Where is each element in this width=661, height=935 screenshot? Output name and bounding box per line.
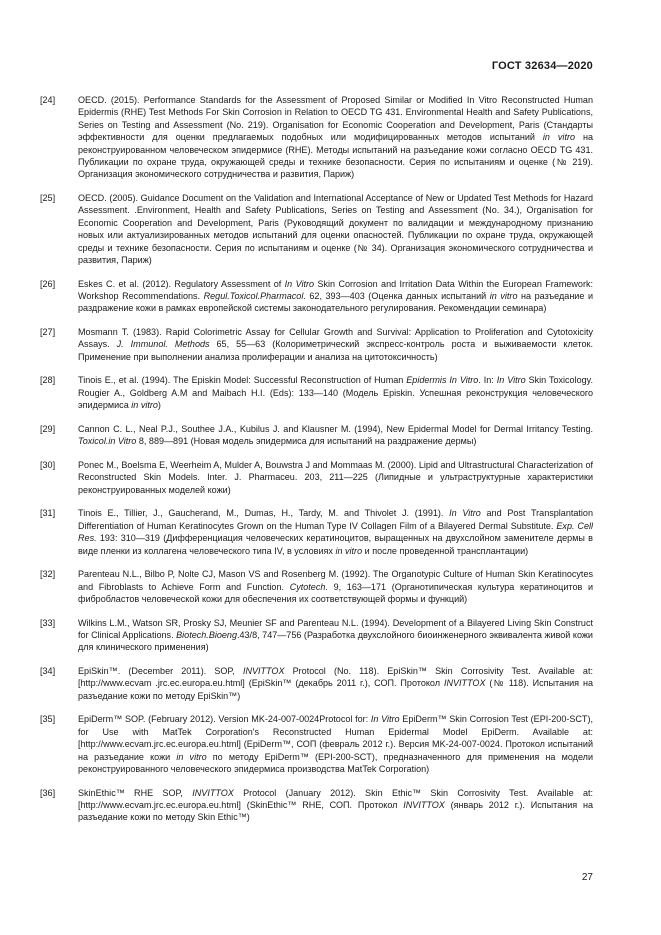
italic-text-segment: in vitro xyxy=(542,132,576,143)
text-segment: . 9, 163—171 (Органотипическая культура кератиноцитов и фибробластов человеческой кожи для обеспечения их соответствующей формы и функций) xyxy=(78,581,594,604)
bibliography-entry-text xyxy=(78,192,593,266)
italic-text-segment: in vitro xyxy=(131,400,158,411)
text-segment: . In: xyxy=(478,375,497,386)
italic-text-segment: INVITTOX xyxy=(192,787,234,798)
text-segment: Skin Corrosion and Irritation Data Within the European Framework: Workshop Recommendations. xyxy=(78,278,594,302)
text-segment: 193: 310—319 (Дифференциация человеческих кератиноцитов, выращенных на двухслойном заменителе дермы в виде пленки из коллагена человеческого типа IV, в условиях xyxy=(78,533,593,556)
bibliography-entry-text xyxy=(78,787,593,824)
bibliography-entry-number: [27] xyxy=(40,327,56,338)
italic-text-segment: INVITTOX xyxy=(403,799,445,810)
bibliography-entry-number: [26] xyxy=(40,278,56,289)
italic-text-segment: In Vitro xyxy=(284,278,315,289)
text-segment: (январь 2012 г.). Испытания на разъедание кожи по методу Skin Ethic™) xyxy=(78,799,593,823)
bibliography-entry xyxy=(40,713,593,775)
bibliography-list xyxy=(40,94,593,835)
bibliography-entry xyxy=(40,374,593,411)
text-segment: (№ 118). Испытания на разъедание кожи по методу EpiSkin™) xyxy=(78,678,593,701)
italic-text-segment: In Vitro xyxy=(370,714,400,725)
text-segment: на разъедание и раздражение кожи в рамках европейской системы законодательного регулирования. Рекомендации семинара) xyxy=(78,291,593,314)
italic-text-segment: Epidermis In Vitro xyxy=(406,375,479,386)
italic-text-segment: Biotech.Bioeng xyxy=(176,629,237,640)
text-segment: Wilkins L.M., Watson SR, Prosky SJ, Meunier SF and Parenteau N.L. (1994). Development of a Bilayered Living Skin Construct for Clinical Applications. xyxy=(78,617,593,640)
bibliography-entry-number: [28] xyxy=(40,375,56,386)
text-segment: .43/8, 747—756 (Разработка двухслойного биоинженерного эквивалента живой кожи для клинического применения) xyxy=(78,629,593,653)
text-segment: Tinois E., et al. (1994). The Episkin Model: Successful Reconstruction of Human xyxy=(78,375,407,386)
bibliography-entry xyxy=(40,665,593,702)
bibliography-entry-text xyxy=(78,507,593,557)
bibliography-entry-number: [29] xyxy=(40,423,56,434)
bibliography-entry-text xyxy=(78,459,593,496)
bibliography-entry-number: [31] xyxy=(40,508,56,519)
text-segment: по методу EpiDerm™ (EPI-200-SCT), предназначенного для применения на модели реконструированного человеческого эпидермиса производства MatTek Corporation) xyxy=(78,751,594,774)
bibliography-entry-number: [33] xyxy=(40,617,56,628)
text-segment: Ponec M., Boelsma E, Weerheim A, Mulder A, Bouwstra J and Mommaas M. (2000). Lipid and Ultrastructural Characterization of Reconstructed Skin Models. Inter. J. Pharmaceu. 203, 211—225 (Липидные и ультраструктурные характеристики реконструированных моделей кожи) xyxy=(78,459,593,495)
text-segment: EpiDerm™ Skin Corrosion Test (EPI-200-SCT), for Use with MatTek Corporation's Reconstructed Human Epidermal Model EpiDerm. Available at: [http://www.ecvam.jrc.ec.europa.eu.html] (EpiDerm™, СОП (февраль 2012 г.). Версия MK-24-007-0024. Протокол испытаний на разъедание кожи xyxy=(78,714,593,762)
bibliography-entry xyxy=(40,507,593,557)
bibliography-entry-number: [36] xyxy=(40,787,56,798)
italic-text-segment: In Vitro xyxy=(496,375,526,386)
text-segment: Protocol (No. 118). EpiSkin™ Skin Corrosivity Test. Available at: [http://www.ecvam .jrc.ec.europa.eu.html] (EpiSkin™ (декабрь 2011 г.), СОП. Протокол xyxy=(78,665,593,689)
bibliography-entry-number: [34] xyxy=(40,665,56,676)
bibliography-entry-number: [32] xyxy=(40,569,56,580)
text-segment: and Post Transplantation Differentiation of Human Keratinocytes Grown on the Human Type IV Collagen Film of a Bilayered Dermal Substitute. xyxy=(78,508,593,531)
text-segment: Protocol (January 2012). Skin Ethic™ Skin Corrosivity Test. Available at: [http://www.ecvam.jrc.ec.europa.eu.html] (SkinEthic™ RHE, СОП. Протокол xyxy=(78,787,593,810)
bibliography-entry xyxy=(40,568,593,605)
text-segment: Skin Toxicology. Rougier A., Goldberg A.M and Maibach H.I. (Eds): 133—140 (Модель Episkin. Успешная реконструкция человеческого эпидермиса xyxy=(78,375,594,411)
italic-text-segment: in vitro xyxy=(489,291,518,302)
text-segment: Mosmann T. (1983). Rapid Colorimetric Assay for Cellular Growth and Survival: Application to Proliferation and Cytotoxicity Assays. xyxy=(78,327,593,350)
italic-text-segment: In Vitro xyxy=(449,508,481,519)
bibliography-entry xyxy=(40,459,593,496)
page-number: 27 xyxy=(581,872,593,883)
bibliography-entry xyxy=(40,617,593,654)
italic-text-segment: INVITTOX xyxy=(242,665,285,676)
bibliography-entry xyxy=(40,423,593,448)
bibliography-entry-text xyxy=(78,665,593,702)
text-segment: OECD. (2015). Performance Standards for the Assessment of Proposed Similar or Modified In Vitro Reconstructed Human Epidermis (RHE) Test Methods For Skin Corrosion in Relation to OECD TG 431. Environmental Health and Safety Publications, Series on Testing and Assessment (No. 219). Organisation for Economic Cooperation and Development, Paris (Стандарты эффективности для оценки предлагаемых подобных или модифицированных методов испытаний xyxy=(78,95,593,143)
text-segment: и после проведенной трансплантации) xyxy=(362,545,529,556)
text-segment: 8, 889—891 (Новая модель эпидермиса для испытаний на раздражение дермы) xyxy=(136,436,477,447)
text-segment: Tinois E., Tillier, J., Gaucherand, M., Dumas, H., Tardy, M. and Thivolet J. (1991). xyxy=(78,508,450,519)
bibliography-entry-text xyxy=(78,326,593,363)
text-segment: 65, 55—63 (Колориметрический экспресс-контроль роста и выживаемости клеток. Применение при выполнении анализа пролиферации и анализа на цитотоксичность) xyxy=(78,339,593,362)
text-segment: EpiDerm™ SOP. (February 2012). Version MK-24-007-0024Protocol for: xyxy=(78,714,371,725)
text-segment: Cannon C. L., Neal P.J., Southee J.A., Kubilus J. and Klausner M. (1994), New Epidermal Model for Dermal Irritancy Testing. xyxy=(78,423,593,434)
bibliography-entry-text xyxy=(78,423,593,448)
bibliography-entry xyxy=(40,278,593,315)
bibliography-entry xyxy=(40,94,593,181)
bibliography-entry-text xyxy=(78,713,593,775)
text-segment: Eskes C. et al. (2012). Regulatory Assessment of xyxy=(78,278,285,289)
document-standard-header: ГОСТ 32634—2020 xyxy=(491,60,593,72)
text-segment: OECD. (2005). Guidance Document on the Validation and International Acceptance of New or Updated Test Methods for Hazard Assessment. .Environment, Health and Safety Publications, Series on Testing and Assessment (No. 34.), Organisation for Economic Cooperation and Development, Paris (Руководящий документ по валидации и международному признанию новых или актуализированных методов испытаний для оценки опасностей. Публикации по охране труда, окружающей среды и технике безопасности. Серия по испытаниям и оценке (№ 34). Организация экономического сотрудничества и развития, Париж) xyxy=(78,193,593,266)
bibliography-entry-text xyxy=(78,568,593,605)
bibliography-entry xyxy=(40,787,593,824)
italic-text-segment: in vitro xyxy=(335,545,363,556)
italic-text-segment: Toxicol.in Vitro xyxy=(78,436,137,447)
bibliography-entry-text xyxy=(78,374,593,411)
text-segment: EpiSkin™. (December 2011). SOP, xyxy=(78,665,243,676)
italic-text-segment: in vitro xyxy=(176,751,207,762)
bibliography-entry xyxy=(40,326,593,363)
text-segment: ) xyxy=(157,400,161,411)
text-segment: . 62, 393—403 (Оценка данных испытаний xyxy=(303,291,490,302)
italic-text-segment: Cytotech xyxy=(289,581,326,592)
italic-text-segment: J. Immunol. Methods xyxy=(116,339,210,350)
bibliography-entry-number: [35] xyxy=(40,714,56,725)
bibliography-entry-number: [24] xyxy=(40,95,56,105)
bibliography-entry-number: [25] xyxy=(40,193,56,204)
text-segment: SkinEthic™ RHE SOP, xyxy=(78,787,193,798)
text-segment: Parenteau N.L., Bilbo P, Nolte CJ, Mason VS and Rosenberg M. (1992). The Organotypic Culture of Human Skin Keratinocytes and Fibroblasts to Achieve Form and Function. xyxy=(78,569,593,592)
bibliography-entry-number: [30] xyxy=(40,459,56,470)
italic-text-segment: Exp. Cell Res. xyxy=(78,520,594,544)
italic-text-segment: INVITTOX xyxy=(443,678,486,689)
bibliography-entry xyxy=(40,192,593,266)
text-segment: на реконструированном человеческом эпидермисе (RHE). Методы испытаний на разъедание кожи согласно OECD TG 431. Публикации по охране труда, окружающей среды и технике безопасности. Серия по испытаниям и оценке (№ 219). Организация экономического сотрудничества и развития, Париж) xyxy=(78,132,593,180)
bibliography-entry-text xyxy=(78,617,593,654)
italic-text-segment: Regul.Toxicol.Pharmacol xyxy=(203,291,304,302)
bibliography-entry-text xyxy=(78,278,593,315)
bibliography-entry-text xyxy=(78,94,593,181)
